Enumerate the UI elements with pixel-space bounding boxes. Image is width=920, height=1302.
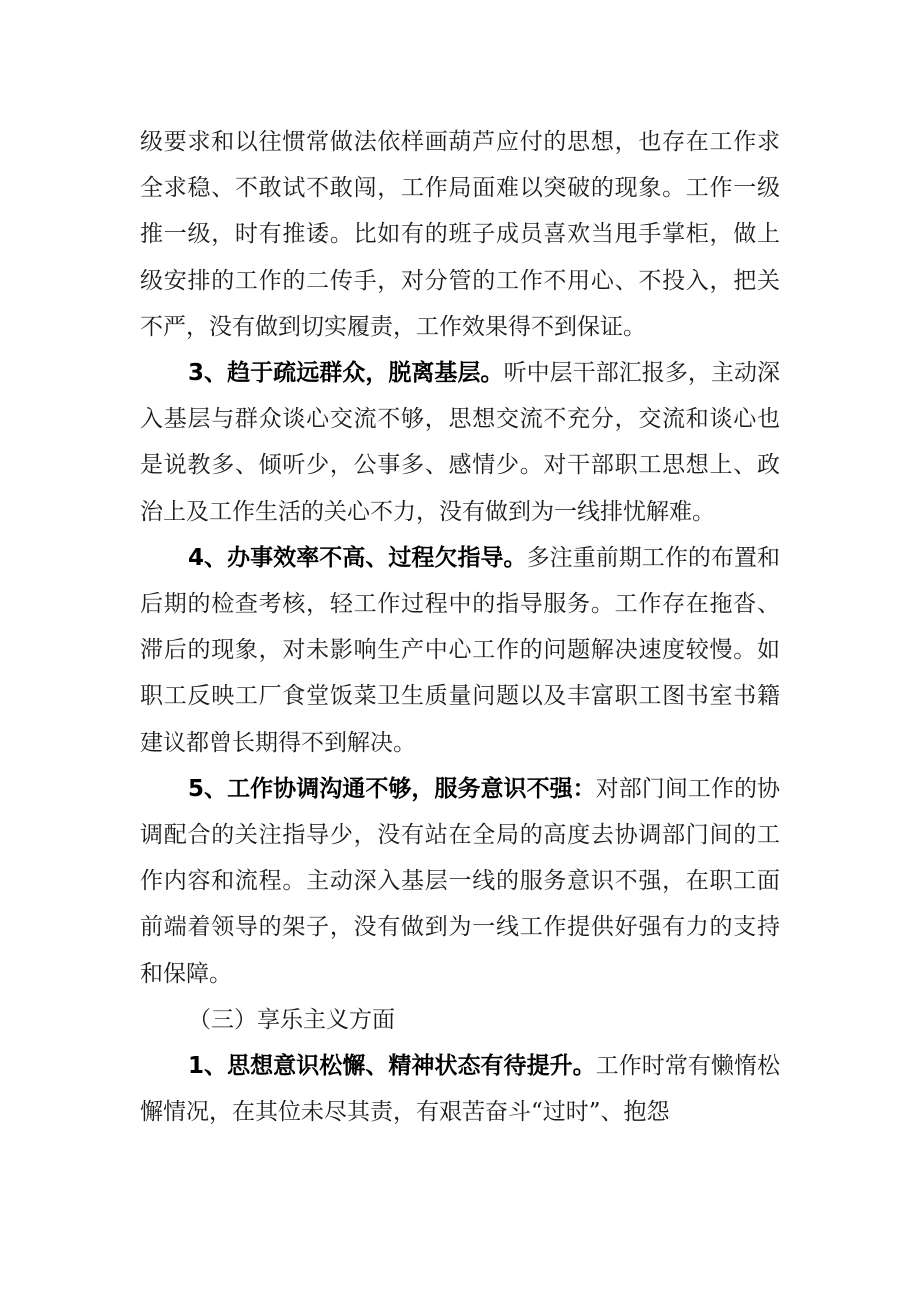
item-heading: 4、办事效率不高、过程欠指导。 [188,544,527,571]
paragraph-text: 工作时常有懒惰松懈情况，在其位未尽其责，有艰苦奋斗“过时”、抱怨 [140,1053,780,1126]
paragraph-text: 听中层干部汇报多，主动深入基层与群众谈心交流不够，思想交流不充分，交流和谈心也是说教多、倾听少，公事多、感情少。对干部职工思想上、政治上及工作生活的关心不力，没有做到为一线排忧解难。 [140,360,780,525]
paragraph-text: 对部门间工作的协调配合的关注指导少，没有站在全局的高度去协调部门间的工作内容和流程。主动深入基层一线的服务意识不强，在职工面前端着领导的架子，没有做到为一线工作提供好强有力的支持和保障。 [140,775,780,987]
item-heading: 3、趋于疏远群众，脱离基层。 [188,360,504,387]
paragraph-item-3 [140,350,780,535]
item-heading: 1、思想意识松懈、精神状态有待提升。 [188,1053,596,1080]
section-title: （三）享乐主义方面 [188,1006,395,1033]
paragraph-item-4 [140,535,780,766]
item-heading: 5、工作协调沟通不够，服务意识不强： [188,775,596,802]
document-body [140,119,780,1135]
paragraph-text: 多注重前期工作的布置和后期的检查考核，轻工作过程中的指导服务。工作存在拖沓、滞后的现象，对未影响生产中心工作的问题解决速度较慢。如职工反映工厂食堂饭菜卫生质量问题以及丰富职工图书室书籍建议都曾长期得不到解决。 [140,544,781,756]
paragraph-item-5 [140,766,780,997]
paragraph-item-1 [140,1043,780,1135]
paragraph-continuation [140,119,780,350]
paragraph-text: 级要求和以往惯常做法依样画葫芦应付的思想，也存在工作求全求稳、不敢试不敢闯，工作局面难以突破的现象。工作一级推一级，时有推诿。比如有的班子成员喜欢当甩手掌柜，做上级安排的工作的二传手，对分管的工作不用心、不投入，把关不严，没有做到切实履责，工作效果得不到保证。 [140,129,780,340]
